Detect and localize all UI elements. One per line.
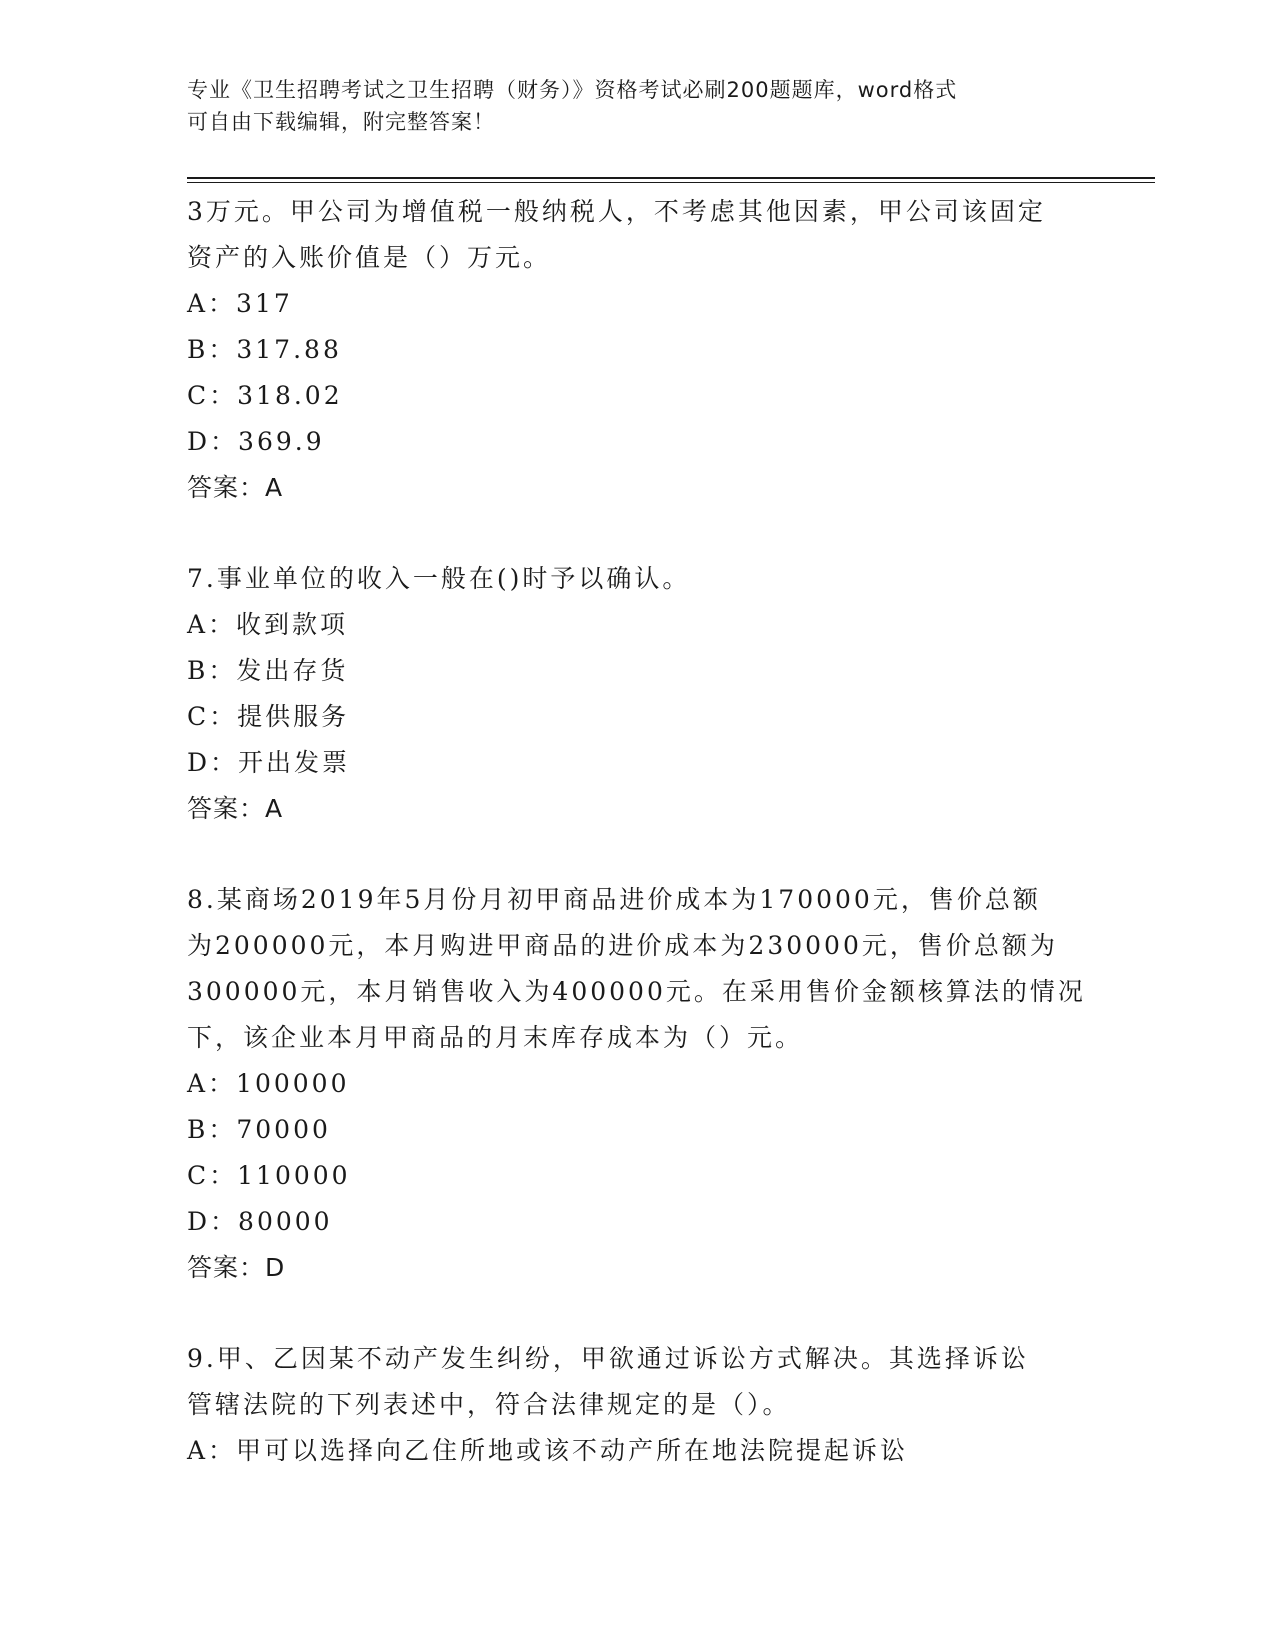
answer-line: 答案：D (187, 1253, 286, 1282)
question-list (187, 189, 1087, 1474)
header-line-1: 专业《卫生招聘考试之卫生招聘（财务）》资格考试必刷200题题库，word格式 (187, 78, 958, 102)
header-divider-thick (187, 177, 1155, 179)
option-b: B：317.88 (187, 335, 342, 364)
option-a: A：甲可以选择向乙住所地或该不动产所在地法院提起诉讼 (187, 1436, 909, 1465)
answer-line: 答案：A (187, 473, 284, 502)
option-a: A：317 (187, 289, 293, 318)
question-9 (187, 1336, 1087, 1474)
question-stem-line: 9.甲、乙因某不动产发生纠纷，甲欲通过诉讼方式解决。其选择诉讼 (187, 1344, 1029, 1373)
header-line-2: 可自由下载编辑，附完整答案！ (187, 110, 495, 134)
option-a: A：100000 (187, 1069, 350, 1098)
option-c: C：110000 (187, 1161, 351, 1190)
question-stem-line: 资产的入账价值是（）万元。 (187, 243, 552, 272)
question-stem-line: 300000元，本月销售收入为400000元。在采用售价金额核算法的情况 (187, 977, 1086, 1006)
question-stem-line: 为200000元，本月购进甲商品的进价成本为230000元，售价总额为 (187, 931, 1058, 960)
question-stem-line: 管辖法院的下列表述中，符合法律规定的是（）。 (187, 1390, 791, 1419)
option-d: D：80000 (187, 1207, 333, 1236)
option-a: A：收到款项 (187, 610, 349, 639)
option-d: D：开出发票 (187, 748, 351, 777)
question-7 (187, 556, 1087, 832)
question-stem-line: 下，该企业本月甲商品的月末库存成本为（）元。 (187, 1023, 804, 1052)
option-c: C：提供服务 (187, 702, 350, 731)
option-b: B：发出存货 (187, 656, 349, 685)
option-d: D：369.9 (187, 427, 325, 456)
answer-line: 答案：A (187, 794, 284, 823)
question-partial (187, 189, 1087, 511)
header-divider-thin (187, 182, 1155, 183)
question-stem-line: 8.某商场2019年5月份月初甲商品进价成本为170000元，售价总额 (187, 885, 1041, 914)
question-stem-line: 3万元。甲公司为增值税一般纳税人，不考虑其他因素，甲公司该固定 (187, 197, 1046, 226)
option-b: B：70000 (187, 1115, 331, 1144)
question-8 (187, 877, 1087, 1291)
option-c: C：318.02 (187, 381, 343, 410)
question-stem-line: 7.事业单位的收入一般在()时予以确认。 (187, 564, 691, 593)
document-header (187, 74, 1087, 138)
